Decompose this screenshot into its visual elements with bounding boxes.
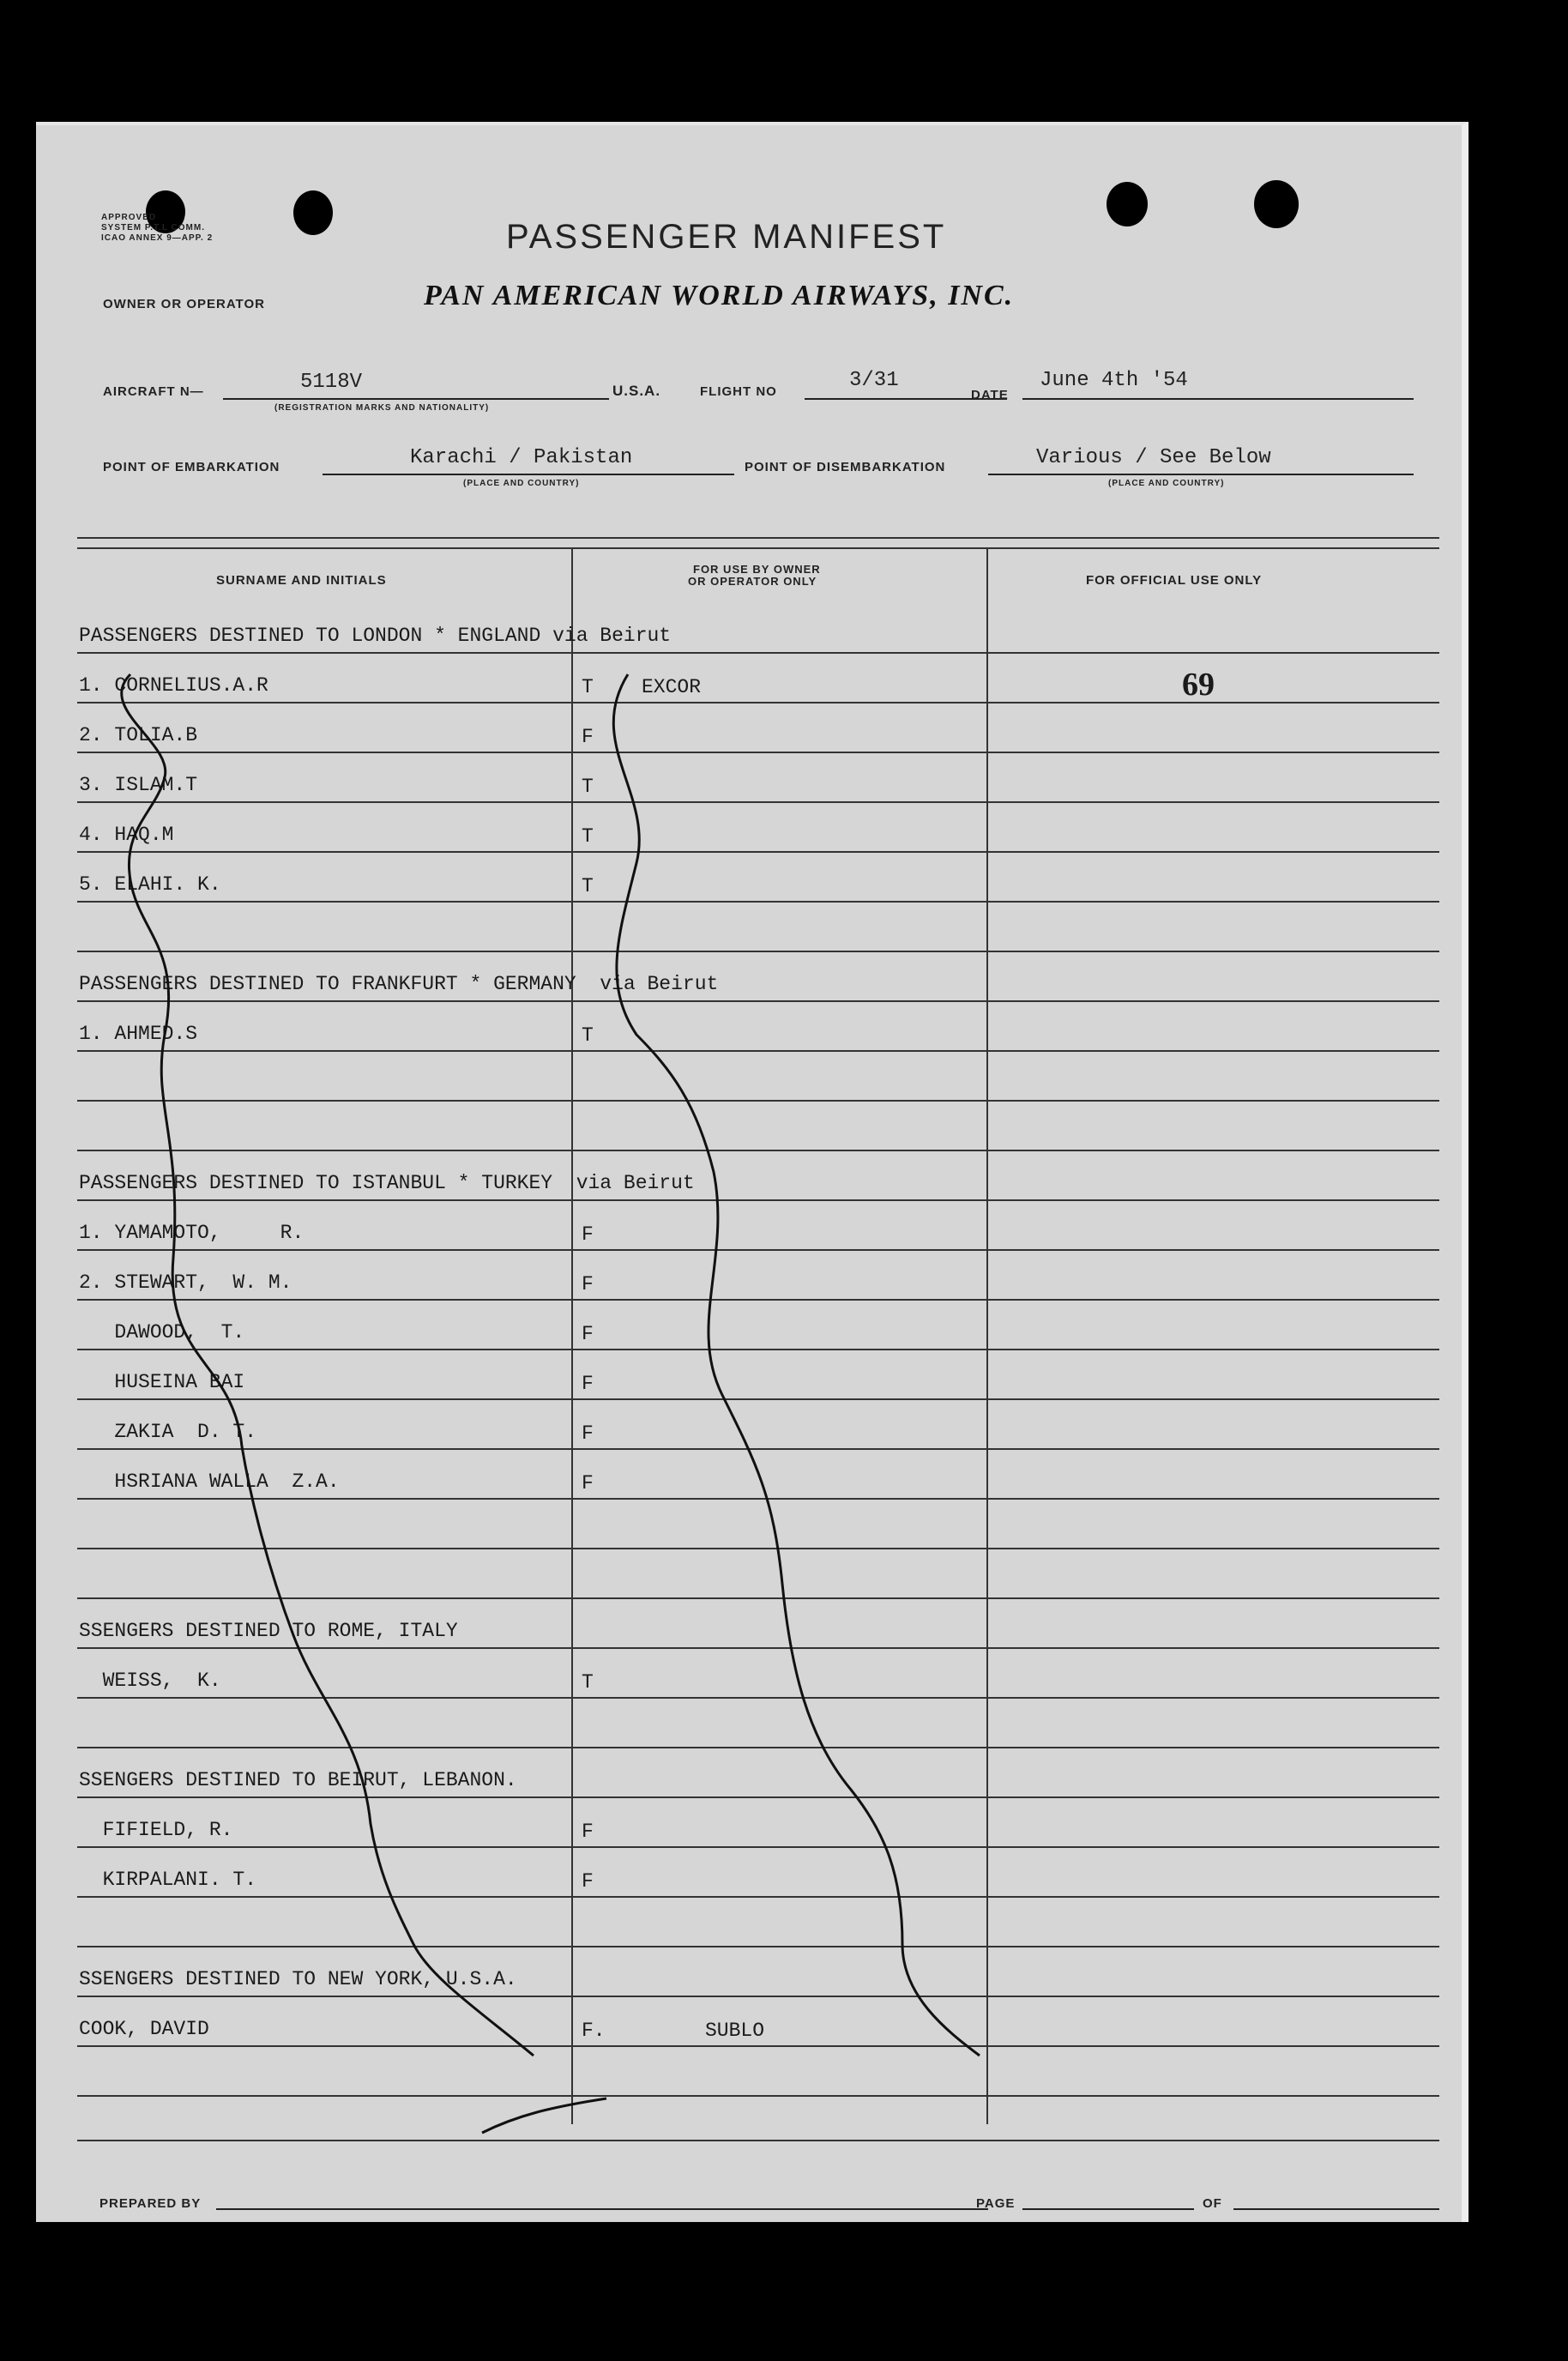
operator-code: T	[582, 676, 594, 698]
approval-line: APPROVED	[101, 213, 157, 222]
row-rule	[77, 1398, 1439, 1400]
disembarkation-underline	[988, 474, 1414, 475]
column-header-surname: SURNAME AND INITIALS	[216, 573, 387, 588]
punch-hole	[1107, 182, 1148, 226]
flight-label: FLIGHT NO	[700, 384, 777, 399]
aircraft-value: 5118V	[300, 371, 363, 394]
flight-value: 3/31	[849, 369, 899, 392]
passenger-name: WEISS, K.	[79, 1670, 221, 1692]
owner-label: OWNER OR OPERATOR	[103, 297, 265, 311]
approval-line: SYSTEM P.T.L COMM.	[101, 223, 205, 232]
passenger-name: 1. YAMAMOTO, R.	[79, 1222, 305, 1244]
operator-code: F	[582, 1373, 594, 1395]
operator-code: F	[582, 1223, 594, 1246]
operator-code: F	[582, 1821, 594, 1843]
cancel-stroke	[613, 674, 980, 2056]
row-rule	[77, 1548, 1439, 1549]
operator-code: T	[582, 1671, 594, 1694]
usa-label: U.S.A.	[612, 383, 661, 399]
row-rule	[77, 901, 1439, 903]
cancel-stroke	[482, 2098, 606, 2133]
row-rule	[77, 1349, 1439, 1350]
registration-caption: (REGISTRATION MARKS AND NATIONALITY)	[274, 403, 490, 413]
page-underline	[1022, 2208, 1194, 2210]
embarkation-label: POINT OF EMBARKATION	[103, 460, 280, 474]
row-rule	[77, 1747, 1439, 1748]
passenger-name: HSRIANA WALLA Z.A.	[79, 1470, 340, 1493]
row-rule	[77, 851, 1439, 853]
table-top-rule	[77, 547, 1439, 549]
prepared-by-label: PREPARED BY	[100, 2196, 202, 2211]
passenger-name: SSENGERS DESTINED TO NEW YORK, U.S.A.	[79, 1968, 517, 1990]
operator-code: F	[582, 726, 594, 748]
embarkation-value: Karachi / Pakistan	[410, 446, 633, 469]
row-rule	[77, 1150, 1439, 1151]
operator-code: F	[582, 1422, 594, 1445]
row-rule	[77, 1199, 1439, 1201]
column-header-owner-use: OR OPERATOR ONLY	[688, 575, 817, 588]
row-rule	[77, 1498, 1439, 1500]
operator-code: F	[582, 1472, 594, 1494]
row-rule	[77, 1597, 1439, 1599]
passenger-name: 1. CORNELIUS.A.R	[79, 674, 268, 697]
operator-code: T	[582, 875, 594, 897]
date-label: DATE	[971, 388, 1009, 402]
passenger-name: HUSEINA BAI	[79, 1371, 245, 1393]
row-rule	[77, 1050, 1439, 1052]
operator-code: F	[582, 1870, 594, 1893]
of-underline	[1233, 2208, 1439, 2210]
passenger-name: SSENGERS DESTINED TO ROME, ITALY	[79, 1620, 458, 1642]
row-rule	[77, 1796, 1439, 1798]
row-rule	[77, 1896, 1439, 1898]
row-rule	[77, 2095, 1439, 2097]
aircraft-label: AIRCRAFT N—	[103, 384, 204, 399]
date-underline	[1022, 398, 1414, 400]
row-rule	[77, 1946, 1439, 1947]
row-rule	[77, 1100, 1439, 1102]
punch-hole	[1254, 180, 1299, 228]
row-rule	[77, 1000, 1439, 1002]
date-value: June 4th '54	[1040, 369, 1188, 392]
passenger-name: PASSENGERS DESTINED TO ISTANBUL * TURKEY via Beirut	[79, 1172, 695, 1194]
passenger-name: FIFIELD, R.	[79, 1819, 233, 1841]
punch-hole	[293, 190, 333, 235]
embarkation-underline	[323, 474, 734, 475]
operator-code: T	[582, 776, 594, 798]
column-divider	[986, 549, 988, 2124]
prepared-by-underline	[216, 2208, 988, 2210]
page-title: PASSENGER MANIFEST	[506, 218, 947, 256]
column-divider	[571, 549, 573, 2124]
place-caption: (PLACE AND COUNTRY)	[463, 479, 580, 488]
passenger-name: 2. STEWART, W. M.	[79, 1271, 292, 1294]
manifest-sheet	[36, 122, 1468, 2222]
row-rule	[77, 752, 1439, 753]
row-rule	[77, 1996, 1439, 1997]
footer-rule	[77, 2140, 1439, 2141]
operator-note: EXCOR	[642, 676, 702, 698]
table-top-rule	[77, 537, 1439, 539]
passenger-name: 5. ELAHI. K.	[79, 873, 221, 896]
row-rule	[77, 1697, 1439, 1699]
disembarkation-value: Various / See Below	[1036, 446, 1271, 469]
approval-line: ICAO ANNEX 9—APP. 2	[101, 233, 214, 243]
of-label: OF	[1203, 2196, 1222, 2211]
operator-code: F.	[582, 2020, 606, 2042]
row-rule	[77, 2045, 1439, 2047]
passenger-name: 2. TOLIA.B	[79, 724, 198, 746]
row-rule	[77, 1299, 1439, 1301]
passenger-name: 3. ISLAM.T	[79, 774, 198, 796]
row-rule	[77, 801, 1439, 803]
row-rule	[77, 1647, 1439, 1649]
passenger-name: SSENGERS DESTINED TO BEIRUT, LEBANON.	[79, 1769, 517, 1791]
column-header-owner-use: FOR USE BY OWNER	[693, 563, 821, 576]
row-rule	[77, 1249, 1439, 1251]
row-rule	[77, 1448, 1439, 1450]
passenger-name: KIRPALANI. T.	[79, 1869, 257, 1891]
passenger-name: ZAKIA D. T.	[79, 1421, 257, 1443]
operator-code: T	[582, 825, 594, 848]
official-use-value: 69	[1182, 667, 1215, 703]
row-rule	[77, 951, 1439, 952]
row-rule	[77, 702, 1439, 703]
aircraft-underline	[223, 398, 609, 400]
place-caption: (PLACE AND COUNTRY)	[1108, 479, 1225, 488]
passenger-name: DAWOOD, T.	[79, 1321, 245, 1344]
row-rule	[77, 652, 1439, 654]
operator-note: SUBLO	[705, 2020, 765, 2042]
page-label: PAGE	[976, 2196, 1016, 2211]
passenger-name: 1. AHMED.S	[79, 1023, 198, 1045]
operator-code: F	[582, 1323, 594, 1345]
operator-code: F	[582, 1273, 594, 1295]
passenger-name: PASSENGERS DESTINED TO LONDON * ENGLAND via Beirut	[79, 625, 672, 647]
operator-name: PAN AMERICAN WORLD AIRWAYS, INC.	[424, 280, 1015, 311]
passenger-name: PASSENGERS DESTINED TO FRANKFURT * GERMANY via Beirut	[79, 973, 719, 995]
column-header-official-use: FOR OFFICIAL USE ONLY	[1086, 573, 1263, 588]
passenger-name: COOK, DAVID	[79, 2018, 209, 2040]
row-rule	[77, 1846, 1439, 1848]
passenger-name: 4. HAQ.M	[79, 824, 174, 846]
disembarkation-label: POINT OF DISEMBARKATION	[745, 460, 946, 474]
operator-code: T	[582, 1024, 594, 1047]
